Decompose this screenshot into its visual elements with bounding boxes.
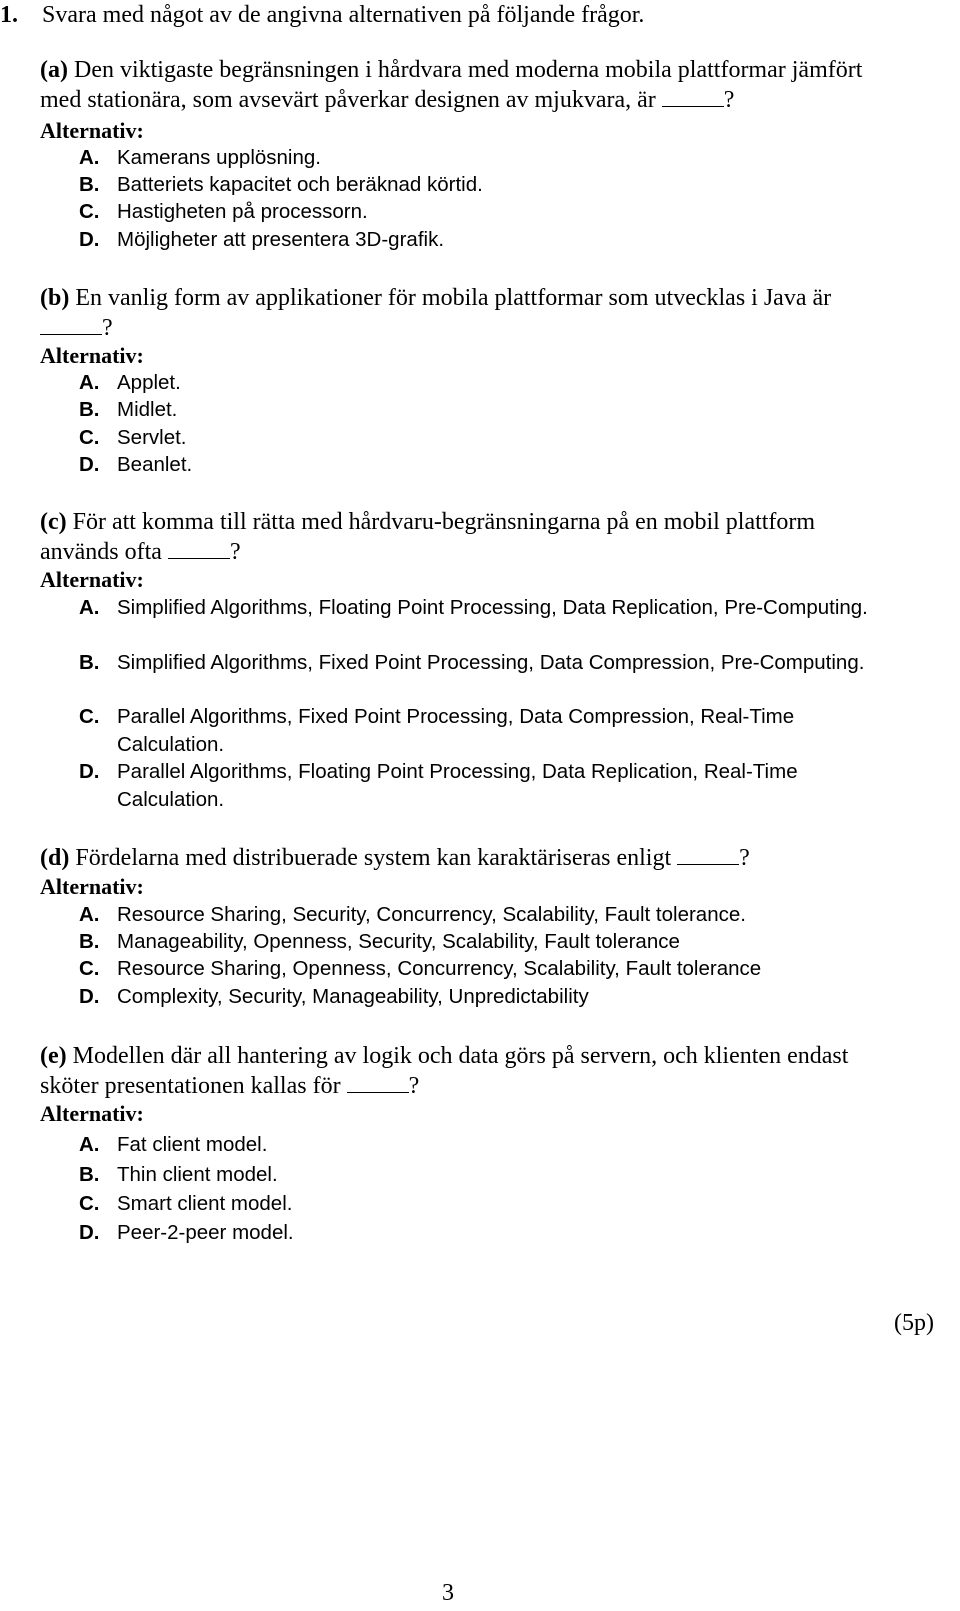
option-text: Smart client model. [117, 1192, 293, 1215]
option-b [79, 928, 680, 956]
option-letter: A. [79, 371, 100, 394]
option-text: Hastigheten på processorn. [117, 200, 368, 223]
option-c [79, 198, 368, 226]
option-letter: D. [79, 760, 100, 783]
answer-blank [347, 1072, 409, 1093]
option-b [79, 649, 899, 677]
answer-blank [168, 538, 230, 559]
option-letter: C. [79, 957, 100, 980]
option-letter: D. [79, 985, 100, 1008]
option-c [79, 955, 761, 983]
question-a-text-line1: Den viktigaste begränsningen i hårdvara med moderna mobila plattformar jämfört [73, 57, 863, 83]
option-b [79, 1161, 278, 1189]
question-c-line1 [40, 507, 815, 537]
option-letter: D. [79, 453, 100, 476]
option-letter: D. [79, 228, 100, 251]
option-text: Simplified Algorithms, Floating Point Processing, Data Replication, Pre-Computing. [117, 596, 868, 619]
question-mark: ? [723, 87, 735, 113]
points-label: (5p) [894, 1310, 934, 1336]
option-a [79, 901, 746, 929]
option-text: Simplified Algorithms, Fixed Point Processing, Data Compression, Pre-Computing. [117, 651, 865, 674]
option-a [79, 594, 899, 622]
question-mark: ? [739, 845, 750, 871]
option-letter: A. [79, 146, 100, 169]
page-number: 3 [442, 1580, 454, 1606]
option-d [79, 983, 589, 1011]
question-e-line1 [40, 1041, 848, 1071]
option-text: Complexity, Security, Manageability, Unpredictability [117, 985, 589, 1008]
alternatives-heading: Alternativ: [40, 874, 144, 899]
question-b-line2 [40, 313, 113, 343]
option-b [79, 396, 177, 424]
option-letter: D. [79, 1221, 100, 1244]
question-mark: ? [408, 1073, 420, 1099]
question-mark: ? [102, 315, 113, 341]
option-text: Parallel Algorithms, Fixed Point Processing, Data Compression, Real-Time Calculation. [117, 705, 795, 756]
option-letter: C. [79, 426, 100, 449]
alternatives-heading: Alternativ: [40, 343, 144, 368]
option-c [79, 703, 899, 759]
question-a-line1 [40, 55, 862, 85]
option-letter: A. [79, 596, 100, 619]
question-c-label: (c) [40, 509, 67, 535]
option-letter: B. [79, 651, 100, 674]
question-b-label: (b) [40, 285, 70, 311]
question-a-line2 [40, 85, 734, 115]
option-text: Batteriets kapacitet och beräknad körtid. [117, 173, 483, 196]
option-text: Beanlet. [117, 453, 193, 476]
question-d-text-line1: Fördelarna med distribuerade system kan karaktäriseras enligt [75, 845, 672, 871]
option-text: Parallel Algorithms, Floating Point Processing, Data Replication, Real-Time Calculation. [117, 760, 798, 811]
question-e-label: (e) [40, 1043, 67, 1069]
question-b-text-line1: En vanlig form av applikationer för mobila plattformar som utvecklas i Java är [75, 285, 832, 311]
answer-blank [662, 86, 724, 107]
question-a-label: (a) [40, 57, 68, 83]
option-text: Kamerans upplösning. [117, 146, 321, 169]
option-d [79, 451, 192, 479]
question-d-label: (d) [40, 845, 70, 871]
question-header [0, 0, 644, 30]
option-a [79, 144, 321, 172]
alternatives-heading: Alternativ: [40, 1101, 144, 1126]
question-c-line2 [40, 537, 241, 567]
option-d [79, 1219, 294, 1247]
option-c [79, 1190, 292, 1218]
answer-blank [677, 844, 739, 865]
question-c-text-line1: För att komma till rätta med hårdvaru-begränsningarna på en mobil plattform [72, 509, 816, 535]
option-text: Resource Sharing, Openness, Concurrency, Scalability, Fault tolerance [117, 957, 762, 980]
option-text: Peer-2-peer model. [117, 1221, 294, 1244]
option-text: Applet. [117, 371, 181, 394]
alternatives-heading: Alternativ: [40, 118, 144, 143]
question-c-text-line2: används ofta [40, 539, 162, 565]
option-a [79, 369, 181, 397]
question-a-text-line2: med stationära, som avsevärt påverkar designen av mjukvara, är [40, 87, 656, 113]
option-letter: C. [79, 705, 100, 728]
option-letter: B. [79, 173, 100, 196]
question-d-line1 [40, 843, 750, 873]
option-letter: C. [79, 1192, 100, 1215]
option-letter: B. [79, 1163, 100, 1186]
question-b-line1 [40, 283, 831, 313]
option-text: Möjligheter att presentera 3D-grafik. [117, 228, 445, 251]
option-letter: B. [79, 398, 100, 421]
option-text: Midlet. [117, 398, 178, 421]
option-text: Manageability, Openness, Security, Scalability, Fault tolerance [117, 930, 680, 953]
question-mark: ? [229, 539, 241, 565]
option-letter: B. [79, 930, 100, 953]
option-c [79, 424, 187, 452]
option-letter: A. [79, 1133, 100, 1156]
question-number: 1. [0, 2, 18, 28]
alternatives-heading: Alternativ: [40, 567, 144, 592]
option-letter: C. [79, 200, 100, 223]
option-text: Thin client model. [117, 1163, 278, 1186]
option-text: Fat client model. [117, 1133, 268, 1156]
option-text: Servlet. [117, 426, 187, 449]
option-b [79, 171, 483, 199]
question-e-line2 [40, 1071, 419, 1101]
question-instruction: Svara med något av de angivna alternativen på följande frågor. [42, 2, 645, 28]
option-letter: A. [79, 903, 100, 926]
option-d [79, 226, 444, 254]
option-d [79, 758, 899, 814]
option-a [79, 1131, 267, 1159]
question-e-text-line1: Modellen där all hantering av logik och data görs på servern, och klienten endast [72, 1043, 849, 1069]
answer-blank [40, 314, 102, 335]
question-e-text-line2: sköter presentationen kallas för [40, 1073, 341, 1099]
option-text: Resource Sharing, Security, Concurrency, Scalability, Fault tolerance. [117, 903, 746, 926]
